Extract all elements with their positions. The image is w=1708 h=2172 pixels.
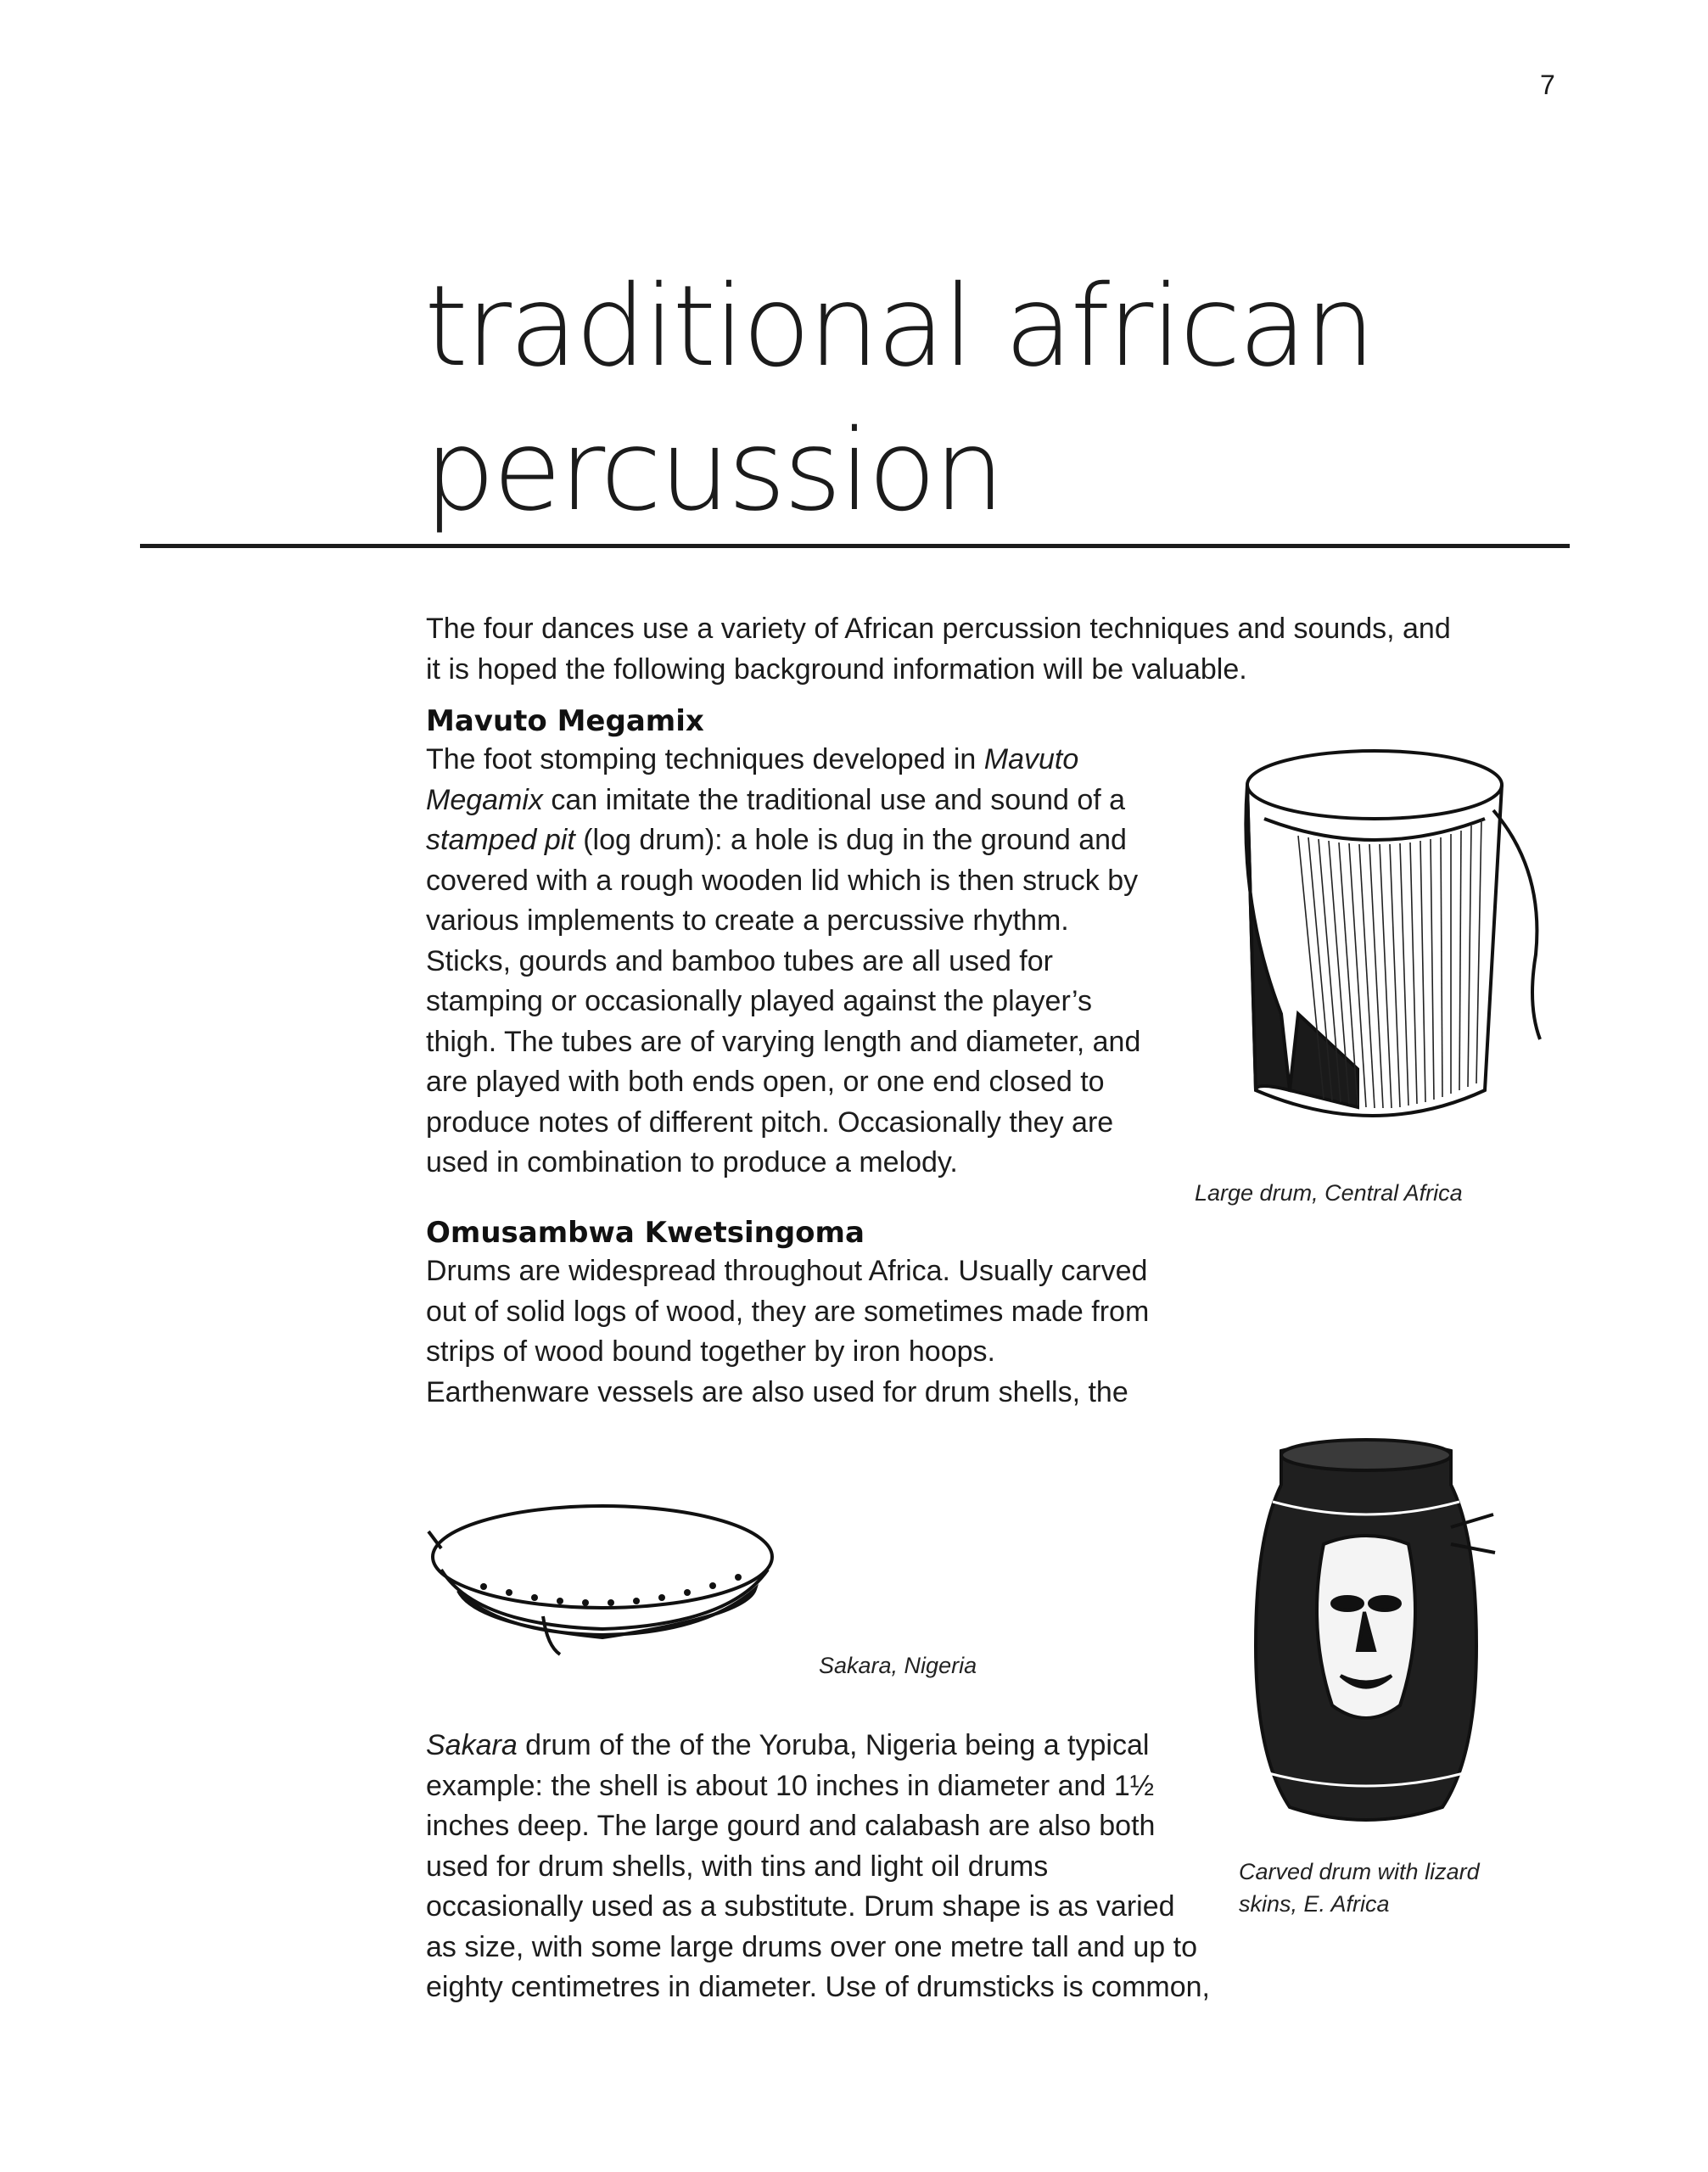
text-run: inches deep. The large gourd and calabash are also both [426, 1810, 1156, 1842]
page-title [424, 255, 1612, 543]
text-run: thigh. The tubes are of varying length and diameter, and [426, 1025, 1141, 1058]
text-line [426, 781, 1140, 821]
text-run: stamping or occasionally played against the player’s [426, 985, 1092, 1017]
intro-paragraph [426, 609, 1451, 690]
text-line [426, 1968, 1210, 2008]
text-run: example: the shell is about 10 inches in diameter and 1½ [426, 1769, 1155, 1802]
omusambwa-paragraph [426, 1251, 1149, 1413]
italic-run: Mavuto [983, 743, 1079, 775]
italic-run: Megamix [426, 783, 543, 816]
text-line [426, 1062, 1140, 1103]
text-run: (log drum): a hole is dug in the ground and [574, 824, 1127, 856]
caption-carved-line: Carved drum with lizard [1239, 1859, 1480, 1884]
sakara-drum-illustration [424, 1489, 789, 1684]
section-heading-omusambwa: Omusambwa Kwetsingoma [426, 1216, 865, 1250]
text-run: The foot stomping techniques developed in [426, 743, 984, 775]
page-number: 7 [1540, 70, 1555, 100]
text-line [426, 1928, 1210, 1968]
text-run: drum of the of the Yoruba, Nigeria being a typical [517, 1729, 1150, 1761]
text-line [426, 1766, 1210, 1807]
text-run: eighty centimetres in diameter. Use of drumsticks is common, [426, 1971, 1210, 2003]
text-line [426, 1103, 1140, 1144]
italic-run: stamped pit [426, 824, 575, 856]
intro-line: The four dances use a variety of African percussion techniques and sounds, and [426, 613, 1451, 645]
text-run: are played with both ends open, or one end closed to [426, 1066, 1105, 1098]
caption-sakara: Sakara, Nigeria [819, 1653, 977, 1678]
text-run: produce notes of different pitch. Occasionally they are [426, 1106, 1114, 1139]
intro-line: it is hoped the following background information will be valuable. [426, 652, 1247, 686]
title-line-2: percussion [424, 406, 1003, 536]
text-line [426, 982, 1140, 1022]
text-run: covered with a rough wooden lid which is then struck by [426, 864, 1139, 897]
text-line [426, 1847, 1210, 1888]
text-run: occasionally used as a substitute. Drum shape is as varied [426, 1890, 1175, 1923]
text-line [426, 1726, 1210, 1766]
mavuto-paragraph [426, 740, 1140, 1184]
omusambwa-paragraph-continued [426, 1726, 1210, 2008]
text-run: used in combination to produce a melody. [426, 1146, 958, 1178]
text-line [426, 740, 1140, 781]
section-heading-mavuto: Mavuto Megamix [426, 704, 704, 738]
text-line: out of solid logs of wood, they are sometimes made from [426, 1295, 1150, 1328]
text-line [426, 1806, 1210, 1847]
caption-carved-line: skins, E. Africa [1239, 1891, 1390, 1917]
text-line [426, 820, 1140, 861]
text-run: used for drum shells, with tins and light oil drums [426, 1850, 1049, 1883]
large-drum-illustration [1205, 734, 1561, 1167]
italic-run: Sakara [426, 1729, 518, 1761]
text-run: various implements to create a percussive rhythm. [426, 904, 1069, 937]
text-line [426, 861, 1140, 902]
text-line: strips of wood bound together by iron hoops. [426, 1335, 995, 1368]
title-divider [140, 544, 1570, 548]
text-run: Sticks, gourds and bamboo tubes are all used for [426, 944, 1053, 977]
carved-drum-illustration [1222, 1434, 1510, 1837]
title-line-1: traditional african [424, 261, 1374, 392]
text-run: can imitate the traditional use and sound of a [542, 783, 1126, 816]
text-line [426, 1887, 1210, 1928]
text-line: Drums are widespread throughout Africa. Usually carved [426, 1255, 1148, 1287]
text-line [426, 1022, 1140, 1063]
caption-carved-drum [1239, 1856, 1480, 1920]
text-line [426, 1143, 1140, 1184]
text-line: Earthenware vessels are also used for drum shells, the [426, 1375, 1128, 1408]
caption-large-drum: Large drum, Central Africa [1195, 1180, 1463, 1206]
text-line [426, 942, 1140, 982]
text-run: as size, with some large drums over one metre tall and up to [426, 1930, 1197, 1963]
text-line [426, 901, 1140, 942]
